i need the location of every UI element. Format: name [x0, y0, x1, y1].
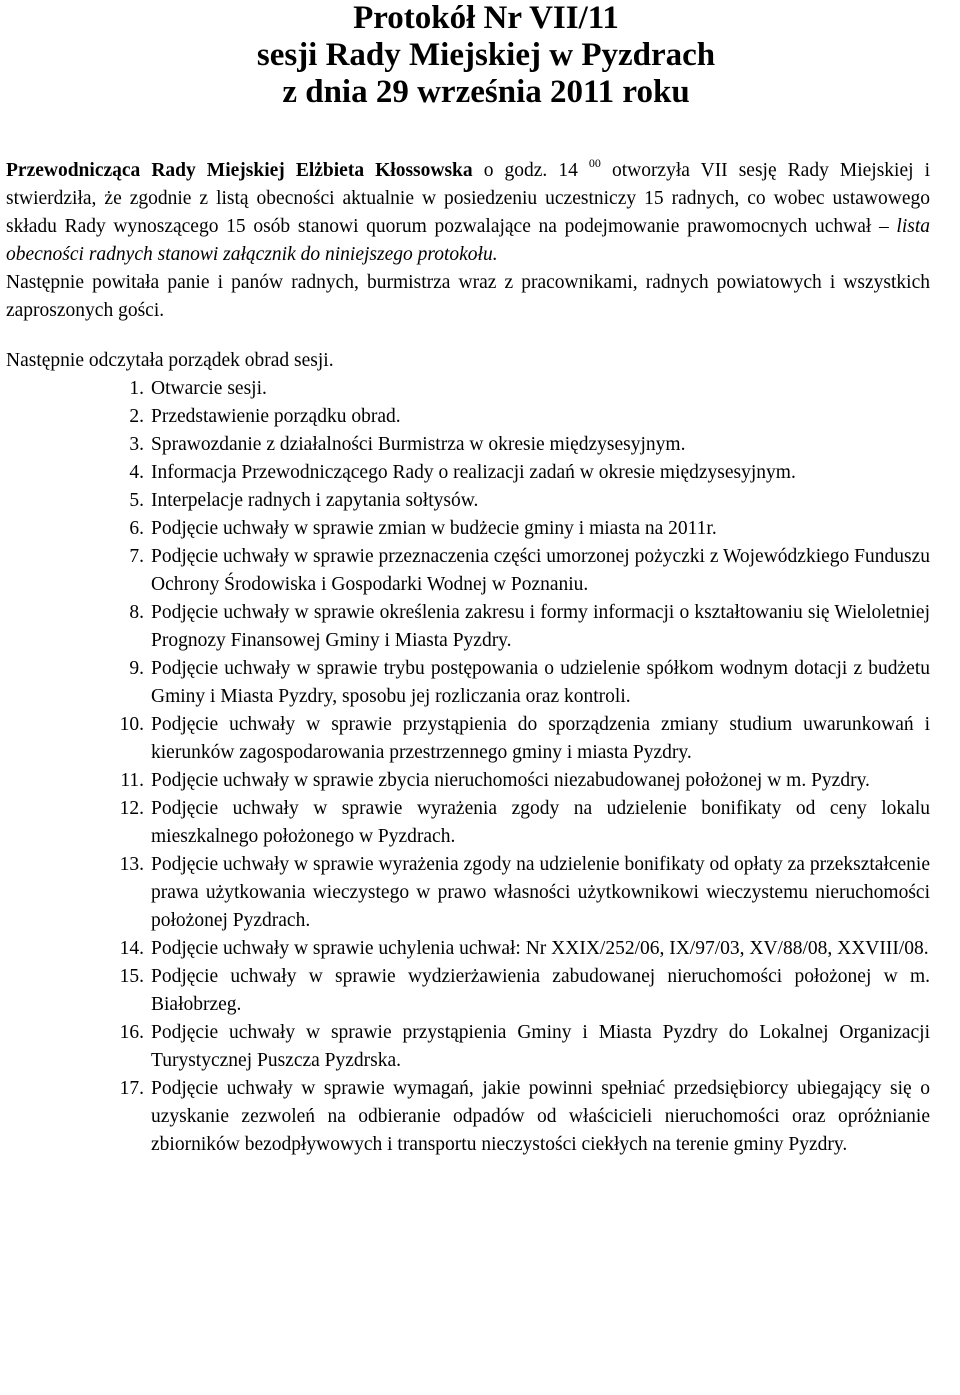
agenda-item-text: Podjęcie uchwały w sprawie uchylenia uchwał: Nr XXIX/252/06, IX/97/03, XV/88/08, XXVIII/08. [151, 938, 929, 959]
agenda-item-text: Podjęcie uchwały w sprawie przystąpienia do sporządzenia zmiany studium uwarunkowań i kierunków zagospodarowania przestrzennego gminy i miasta Pyzdry. [151, 714, 930, 763]
agenda-item-number: 3. [129, 434, 144, 455]
agenda-item-number: 13. [119, 854, 144, 875]
opening-paragraph [6, 157, 930, 269]
document-title [42, 0, 930, 111]
title-line-1: Protokół Nr VII/11 [353, 0, 619, 36]
agenda-item-number: 5. [129, 490, 144, 511]
opening-time: o godz. 14 [472, 160, 589, 181]
agenda-item-text: Sprawozdanie z działalności Burmistrza w okresie międzysesyjnym. [151, 434, 686, 455]
agenda-item [6, 515, 930, 543]
agenda-intro: Następnie odczytała porządek obrad sesji. [6, 350, 334, 371]
agenda-item-number: 17. [119, 1078, 144, 1099]
agenda-item [6, 375, 930, 403]
opening-time-minutes: 00 [588, 156, 601, 170]
agenda-item-number: 6. [129, 518, 144, 539]
agenda-item-text: Otwarcie sesji. [151, 378, 267, 399]
agenda-item-text: Podjęcie uchwały w sprawie trybu postępowania o udzielenie spółkom wodnym dotacji z budżetu Gminy i Miasta Pyzdry, sposobu jej rozliczania oraz kontroli. [151, 658, 930, 707]
agenda-item [6, 795, 930, 851]
agenda-item [6, 1019, 930, 1075]
paragraph-gap [6, 325, 930, 347]
agenda-item [6, 543, 930, 599]
agenda-item [6, 963, 930, 1019]
agenda-item-text: Podjęcie uchwały w sprawie wydzierżawienia zabudowanej nieruchomości położonej w m. Białobrzeg. [151, 966, 930, 1015]
agenda-item-text: Podjęcie uchwały w sprawie określenia zakresu i formy informacji o kształtowaniu się Wieloletniej Prognozy Finansowej Gminy i Miasta Pyzdry. [151, 602, 930, 651]
greeting-paragraph: Następnie powitała panie i panów radnych, burmistrza wraz z pracownikami, radnych powiatowych i wszystkich zaproszonych gości. [6, 272, 930, 321]
agenda-item-text: Podjęcie uchwały w sprawie przystąpienia Gminy i Miasta Pyzdry do Lokalnej Organizacji Turystycznej Puszcza Pyzdrska. [151, 1022, 930, 1071]
agenda-item-number: 8. [129, 602, 144, 623]
agenda-item [6, 1075, 930, 1159]
title-line-2: sesji Rady Miejskiej w Pyzdrach [256, 37, 716, 73]
agenda-item-number: 11. [120, 770, 144, 791]
agenda-item-number: 15. [119, 966, 144, 987]
agenda-item-text: Podjęcie uchwały w sprawie wymagań, jakie powinni spełniać przedsiębiorcy ubiegający się o uzyskanie zezwoleń na odbieranie odpadów od właścicieli nieruchomości oraz opróżnianie zbiorników bezodpływowych i transportu nieczystości ciekłych na terenie gminy Pyzdry. [151, 1078, 930, 1155]
agenda-item-number: 1. [129, 378, 144, 399]
agenda-item [6, 711, 930, 767]
agenda-item-number: 16. [119, 1022, 144, 1043]
agenda-item-text: Podjęcie uchwały w sprawie wyrażenia zgody na udzielenie bonifikaty od ceny lokalu mieszkalnego położonego w Pyzdrach. [151, 798, 930, 847]
agenda-item-text: Przedstawienie porządku obrad. [151, 406, 401, 427]
title-line-3: z dnia 29 września 2011 roku [282, 74, 690, 110]
chairperson-name: Przewodnicząca Rady Miejskiej Elżbieta Kłossowska [6, 160, 473, 181]
agenda-item [6, 431, 930, 459]
agenda-item-text: Podjęcie uchwały w sprawie zbycia nieruchomości niezabudowanej położonej w m. Pyzdry. [151, 770, 870, 791]
agenda-item-text: Informacja Przewodniczącego Rady o realizacji zadań w okresie międzysesyjnym. [151, 462, 796, 483]
agenda-item-number: 4. [129, 462, 144, 483]
agenda-item-text: Podjęcie uchwały w sprawie przeznaczenia części umorzonej pożyczki z Wojewódzkiego Funduszu Ochrony Środowiska i Gospodarki Wodnej w Poznaniu. [151, 546, 930, 595]
agenda-item-number: 9. [129, 658, 144, 679]
agenda-item [6, 403, 930, 431]
agenda-item [6, 599, 930, 655]
agenda-item-text: Interpelacje radnych i zapytania sołtysów. [151, 490, 479, 511]
agenda-item-text: Podjęcie uchwały w sprawie wyrażenia zgody na udzielenie bonifikaty od opłaty za przekształcenie prawa użytkowania wieczystego w prawo własności użytkownikowi wieczystemu nieruchomości położonej Pyzdrach. [151, 854, 930, 931]
intro-section [6, 157, 930, 325]
agenda-item-text: Podjęcie uchwały w sprawie zmian w budżecie gminy i miasta na 2011r. [151, 518, 717, 539]
agenda-item [6, 459, 930, 487]
agenda-item [6, 655, 930, 711]
agenda-item-number: 14. [119, 938, 144, 959]
agenda-section [6, 347, 930, 1159]
agenda-item [6, 851, 930, 935]
agenda-item [6, 935, 930, 963]
agenda-item [6, 487, 930, 515]
agenda-item-number: 10. [119, 714, 144, 735]
agenda-item-number: 2. [129, 406, 144, 427]
agenda-item-number: 12. [119, 798, 144, 819]
agenda-item [6, 767, 930, 795]
agenda-item-number: 7. [129, 546, 144, 567]
document-page [6, 0, 930, 1159]
opening-text: otworzyła VII sesję Rady Miejskiej i stwierdziła, że zgodnie z listą obecności aktualnie w posiedzeniu uczestniczy 15 radnych, co wobec ustawowego składu Rady wynoszącego 15 osób stanowi quorum pozwalające na podejmowanie prawomocnych uchwał – [6, 160, 931, 237]
agenda-list [6, 375, 930, 1159]
attendance-note: lista obecności radnych stanowi załącznik do niniejszego protokołu. [6, 216, 930, 265]
